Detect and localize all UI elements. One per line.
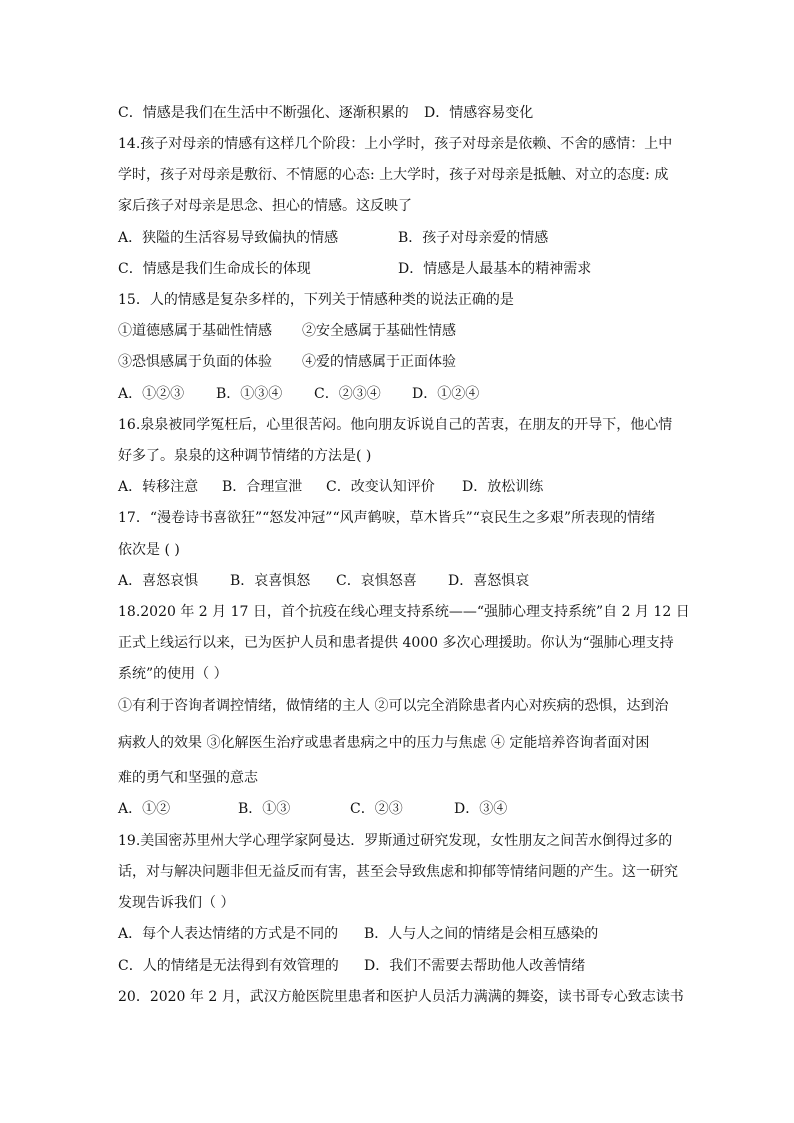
q18-option-d: D．③④	[454, 801, 508, 817]
q19-option-d: D．我们不需要去帮助他人改善情绪	[364, 958, 586, 974]
q15-options	[118, 384, 479, 404]
q19-options-cd	[118, 956, 585, 976]
q19-options-ab	[118, 924, 598, 944]
q17-stem-line2: 依次是 ( )	[118, 542, 180, 558]
q15-option-a: A．①②③	[118, 386, 185, 402]
q15-statement-3: ③恐惧感属于负面的体验	[118, 354, 272, 370]
q15-statement-2: ②安全感属于基础性情感	[302, 323, 456, 339]
q16-option-d: D．放松训练	[462, 479, 544, 495]
q18-stem-line1: 18.2020 年 2 月 17 日，首个抗疫在线心理支持系统——“强肺心理支持系统”自 2 月 12 日	[118, 604, 690, 620]
q18-options	[118, 799, 507, 819]
q15-stem: 15．人的情感是复杂多样的，下列关于情感种类的说法正确的是	[118, 292, 514, 308]
q18-stem-line3: 系统”的使用（ ）	[118, 666, 228, 682]
q14-stem-line3: 家后孩子对母亲是思念、担心的情感。这反映了	[118, 198, 412, 214]
q14-stem-line2: 学时，孩子对母亲是敷衍、不情愿的心态: 上大学时，孩子对母亲是抵触、对立的态度: 成	[118, 167, 669, 183]
q14-options-cd	[118, 259, 591, 279]
q13-options-cd	[118, 103, 533, 123]
q14-option-d: D．情感是人最基本的精神需求	[398, 261, 592, 277]
q15-option-d: D．①②④	[412, 386, 480, 402]
q17-option-a: A．喜怒哀惧	[118, 573, 199, 589]
q16-stem-line2: 好多了。泉泉的这种调节情绪的方法是( )	[118, 448, 372, 464]
q14-option-c: C．情感是我们生命成长的体现	[118, 261, 311, 277]
q16-option-b: B．合理宣泄	[222, 479, 303, 495]
q18-statements-line3: 难的勇气和坚强的意志	[118, 770, 258, 786]
q15-statements-12	[118, 321, 456, 341]
q13-option-c: C．情感是我们在生活中不断强化、逐渐积累的	[118, 105, 409, 121]
q18-option-b: B．①③	[238, 801, 291, 817]
q17-option-d: D．喜怒惧哀	[448, 573, 530, 589]
q14-option-a: A．狭隘的生活容易导致偏执的情感	[118, 230, 339, 246]
q14-stem-line1: 14.孩子对母亲的情感有这样几个阶段：上小学时，孩子对母亲是依赖、不舍的感情：上中	[118, 136, 673, 152]
q16-stem-line1: 16.泉泉被同学冤枉后，心里很苦闷。他向朋友诉说自己的苦衷，在朋友的开导下，他心情	[118, 417, 673, 433]
q16-option-a: A．转移注意	[118, 479, 199, 495]
q14-options-ab	[118, 228, 548, 248]
q19-stem-line1: 19.美国密苏里州大学心理学家阿曼达．罗斯通过研究发现，女性朋友之间苦水倒得过多的	[118, 833, 673, 849]
q16-options	[118, 477, 543, 497]
q18-statements-line2: 病救人的效果 ③化解医生治疗或患者患病之中的压力与焦虑 ④ 定能培养咨询者面对困	[118, 735, 650, 751]
q18-option-a: A．①②	[118, 801, 171, 817]
q18-stem-line2: 正式上线运行以来，已为医护人员和患者提供 4000 多次心理援助。你认为“强肺心理支持	[118, 635, 674, 651]
q18-statements-line1: ①有利于咨询者调控情绪，做情绪的主人 ②可以完全消除患者内心对疾病的恐惧，达到治	[118, 698, 669, 714]
q17-options	[118, 571, 529, 591]
q19-stem-line2: 话，对与解决问题非但无益反而有害，甚至会导致焦虑和抑郁等情绪问题的产生。这一研究	[118, 864, 678, 880]
q19-option-c: C．人的情绪是无法得到有效管理的	[118, 958, 339, 974]
q17-stem-line1: 17．“漫卷诗书喜欲狂”“怒发冲冠”“风声鹤唳，草木皆兵”“哀民生之多艰”所表现的情绪	[118, 510, 656, 526]
q19-stem-line3: 发现告诉我们（ ）	[118, 895, 235, 911]
q17-option-c: C．哀惧怒喜	[336, 573, 417, 589]
q13-option-d: D．情感容易变化	[424, 105, 534, 121]
q19-option-a: A．每个人表达情绪的方式是不同的	[118, 926, 339, 942]
q15-statement-4: ④爱的情感属于正面体验	[302, 354, 456, 370]
q15-option-c: C．②③④	[314, 386, 381, 402]
q14-option-b: B．孩子对母亲爱的情感	[398, 230, 549, 246]
q15-statement-1: ①道德感属于基础性情感	[118, 323, 272, 339]
q17-option-b: B．哀喜惧怒	[230, 573, 311, 589]
q20-stem-line1: 20．2020 年 2 月，武汉方舱医院里患者和医护人员活力满满的舞姿，读书哥专心致志读书	[118, 989, 684, 1005]
q15-statements-34	[118, 352, 456, 372]
q19-option-b: B．人与人之间的情绪是会相互感染的	[364, 926, 599, 942]
q15-option-b: B．①③④	[216, 386, 283, 402]
q16-option-c: C．改变认知评价	[326, 479, 435, 495]
q18-option-c: C．②③	[350, 801, 403, 817]
